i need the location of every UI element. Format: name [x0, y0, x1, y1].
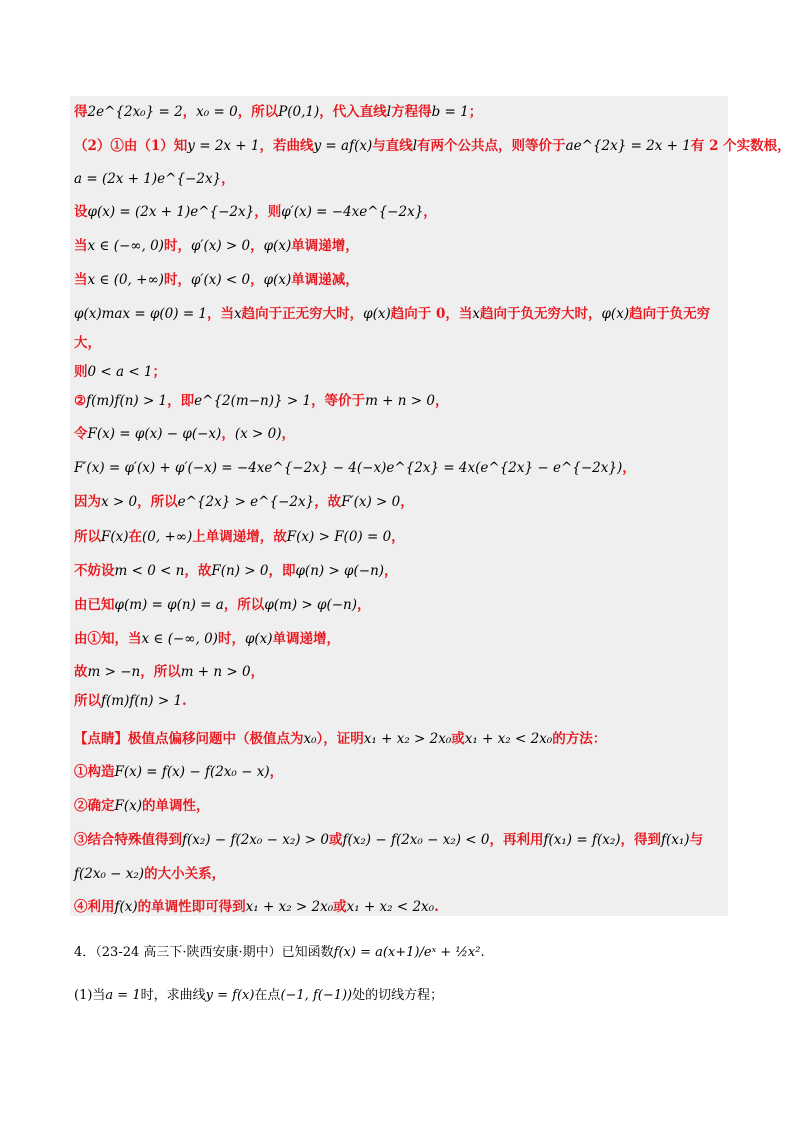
solution-line: [74, 797, 210, 815]
math-expression: x₁ + x₂ < 2x₀: [464, 731, 553, 747]
math-expression: a = 1: [105, 988, 141, 1003]
text-run: ，: [221, 171, 235, 187]
text-run: ，: [391, 529, 405, 545]
math-expression: F(x) = φ(x) − φ(−x): [87, 426, 222, 442]
text-run: ，: [269, 764, 284, 780]
math-expression: F(x): [114, 798, 143, 814]
math-expression: x₁ + x₂ > 2x₀: [363, 731, 452, 747]
math-expression: φ(x): [601, 306, 630, 322]
text-run: 令: [74, 426, 88, 442]
text-run: ，: [622, 460, 636, 476]
text-run: ，得到: [620, 832, 662, 848]
math-expression: b = 1: [431, 104, 469, 120]
math-expression: (0, +∞): [142, 529, 193, 545]
text-run: 在点: [254, 988, 281, 1003]
solution-line: [74, 305, 710, 323]
solution-line: [74, 898, 439, 916]
solution-line: [74, 237, 359, 255]
math-expression: l: [386, 104, 392, 120]
math-expression: F(x) = f(x) − f(2x₀ − x): [114, 764, 270, 780]
text-run: ，即: [167, 393, 195, 409]
problem-line: [74, 987, 443, 1005]
solution-line: [74, 271, 359, 289]
solution-line: [74, 363, 166, 381]
text-run: ，: [221, 426, 235, 442]
math-expression: x₁ + x₂ < 2x₀: [346, 899, 435, 915]
math-expression: f(x₂) − f(2x₀ − x₂) > 0: [182, 832, 329, 848]
math-expression: F′(x) = φ′(x) + φ′(−x) = −4xe^{−2x} − 4(−x)e^{2x} = 4x(e^{2x} − e^{−2x}): [74, 460, 623, 476]
text-run: 方程得: [391, 104, 432, 120]
text-run: 因为: [74, 494, 101, 510]
text-run: 设: [74, 204, 88, 220]
text-run: 处的切线方程；: [352, 988, 444, 1003]
text-run: 时，求曲线: [140, 988, 206, 1003]
math-expression: x: [234, 306, 242, 322]
solution-line: [74, 596, 371, 614]
text-run: ，: [434, 393, 449, 409]
math-expression: φ(x): [363, 306, 391, 322]
text-run: ，: [400, 494, 414, 510]
text-run: ，故: [184, 563, 212, 579]
text-run: 时，: [217, 631, 245, 647]
solution-line: [74, 730, 606, 748]
text-run: ①构造: [74, 764, 115, 780]
text-run: 趋向于正无穷大时，: [241, 306, 364, 322]
text-run: 或: [329, 832, 343, 848]
text-run: ，: [357, 597, 371, 613]
text-run: 趋向于负无穷: [629, 306, 711, 322]
text-run: 单调递增，: [291, 238, 359, 254]
text-run: ；: [468, 104, 483, 120]
text-run: 大，: [74, 335, 101, 351]
math-expression: x ∈ (0, +∞): [87, 272, 164, 288]
text-run: 时，: [163, 238, 191, 254]
math-expression: f(m)f(n) > 1: [101, 693, 183, 709]
text-run: 或: [451, 731, 465, 747]
text-run: 的大小关系，: [144, 866, 226, 882]
math-expression: φ(x)max = φ(0) = 1: [74, 306, 208, 322]
text-run: ，: [250, 238, 264, 254]
solution-line: [74, 103, 482, 121]
text-run: 由已知: [74, 597, 115, 613]
math-expression: φ(x): [244, 631, 273, 647]
math-expression: φ(x) = (2x + 1)e^{−2x}: [87, 204, 255, 220]
text-run: ，: [250, 664, 265, 680]
math-expression: F(x) > F(0) = 0: [286, 529, 392, 545]
text-run: 与直线: [372, 138, 413, 154]
problem-line: [74, 944, 485, 962]
solution-line: [74, 763, 283, 781]
math-expression: f(x₂) − f(2x₀ − x₂) < 0: [342, 832, 490, 848]
text-run: 当: [74, 272, 88, 288]
solution-line: [74, 459, 636, 477]
text-run: ，: [182, 104, 197, 120]
text-run: 在: [128, 529, 143, 545]
solution-line: [74, 493, 414, 511]
math-expression: f(x₁) = f(x₂): [543, 832, 621, 848]
math-expression: x ∈ (−∞, 0): [141, 631, 218, 647]
text-run: 趋向于 0，当: [390, 306, 473, 322]
text-run: 的单调性，: [142, 798, 210, 814]
text-run: 4．（23-24 高三下·陕西安康·期中）已知函数: [74, 945, 334, 960]
solution-line: [74, 630, 340, 648]
solution-line: [74, 334, 101, 352]
text-run: ，: [281, 426, 295, 442]
text-run: 所以: [74, 529, 101, 545]
math-expression: y = 2x + 1: [187, 138, 260, 154]
math-expression: m + n > 0: [180, 664, 251, 680]
text-run: ，当: [207, 306, 235, 322]
text-run: ，所以: [237, 104, 279, 120]
math-expression: φ′(x) > 0: [190, 238, 251, 254]
text-run: 单调递增，: [272, 631, 341, 647]
text-run: 时，: [163, 272, 191, 288]
math-expression: φ(m) > φ(−n): [264, 597, 357, 613]
text-run: 的方法：: [552, 731, 607, 747]
math-expression: 0 < a < 1: [87, 364, 153, 380]
math-expression: y = f(x): [205, 988, 255, 1003]
text-run: ，故: [314, 494, 342, 510]
math-expression: e^{2x} > e^{−2x}: [177, 494, 315, 510]
text-run: 与: [689, 832, 704, 848]
text-run: 的单调性即可得到: [137, 899, 246, 915]
text-run: ，: [384, 563, 398, 579]
math-expression: m < 0 < n: [114, 563, 185, 579]
text-run: ，若曲线: [259, 138, 314, 154]
text-run: 上单调递增，故: [192, 529, 287, 545]
solution-line: [74, 692, 187, 710]
text-run: ③结合特殊值得到: [74, 832, 182, 848]
math-expression: x > 0: [101, 494, 138, 510]
text-run: ），证明: [316, 731, 364, 747]
solution-line: [74, 137, 791, 155]
text-run: 所以: [74, 693, 101, 709]
text-run: ，: [250, 272, 264, 288]
math-expression: x₀ = 0: [196, 104, 238, 120]
text-run: ，则: [254, 204, 282, 220]
text-run: 不妨设: [74, 563, 115, 579]
text-run: ④利用: [74, 899, 115, 915]
text-run: 故: [74, 664, 88, 680]
text-run: （2）①由（1）知: [74, 138, 188, 154]
math-expression: ae^{2x} = 2x + 1: [565, 138, 691, 154]
solution-line: [74, 203, 437, 221]
math-expression: F(n) > 0: [211, 563, 269, 579]
text-run: ，等价于: [311, 393, 366, 409]
text-run: 【点睛】极值点偏移问题中（极值点为: [74, 731, 304, 747]
text-run: ②确定: [74, 798, 115, 814]
math-expression: f(2x₀ − x₂): [74, 866, 145, 882]
math-expression: (−1, f(−1)): [280, 988, 353, 1003]
math-expression: y = af(x): [313, 138, 373, 154]
solution-line: [74, 831, 703, 849]
math-expression: x₁ + x₂ > 2x₀: [245, 899, 334, 915]
text-run: ②: [74, 393, 87, 409]
math-expression: 2e^{2x₀} = 2: [87, 104, 183, 120]
text-run: ，所以: [223, 597, 265, 613]
math-expression: m > −n: [87, 664, 141, 680]
math-expression: φ(n) > φ(−n): [295, 563, 385, 579]
math-expression: f(m)f(n) > 1: [86, 393, 168, 409]
text-run: .: [182, 693, 187, 709]
solution-line: [74, 663, 264, 681]
math-expression: φ′(x) < 0: [190, 272, 251, 288]
math-expression: φ(m) = φ(n) = a: [114, 597, 224, 613]
text-run: 趋向于负无穷大时，: [479, 306, 602, 322]
math-expression: φ(x): [263, 238, 292, 254]
text-run: 由①知，当: [74, 631, 142, 647]
math-expression: (x > 0): [234, 426, 282, 442]
text-run: 有两个公共点，则等价于: [417, 138, 566, 154]
solution-line: [74, 865, 225, 883]
math-expression: f(x₁): [661, 832, 690, 848]
math-expression: f(x): [114, 899, 138, 915]
solution-line: [74, 392, 448, 410]
text-run: .: [480, 945, 485, 960]
math-expression: F′(x) > 0: [341, 494, 401, 510]
math-expression: F(x): [101, 529, 129, 545]
solution-line: [74, 562, 398, 580]
text-run: ；: [152, 364, 167, 380]
text-run: .: [434, 899, 439, 915]
math-expression: x: [472, 306, 480, 322]
math-expression: e^{2(m−n)} > 1: [194, 393, 312, 409]
text-run: ，即: [268, 563, 296, 579]
math-expression: f(x) = a(x+1)/eˣ + ½x²: [333, 945, 481, 960]
math-expression: P(0,1): [278, 104, 320, 120]
text-run: 则: [74, 364, 88, 380]
solution-line: [74, 425, 295, 443]
text-run: (1)当: [74, 988, 106, 1003]
math-expression: x₀: [303, 731, 317, 747]
text-run: 单调递减，: [291, 272, 359, 288]
text-run: ，: [423, 204, 437, 220]
text-run: 有 2 个实数根，: [690, 138, 791, 154]
math-expression: x ∈ (−∞, 0): [87, 238, 164, 254]
math-expression: φ′(x) = −4xe^{−2x}: [281, 204, 424, 220]
text-run: ，再利用: [489, 832, 544, 848]
solution-line: [74, 528, 405, 546]
math-expression: φ(x): [263, 272, 292, 288]
text-run: ，所以: [140, 664, 181, 680]
text-run: 得: [74, 104, 88, 120]
solution-line: [74, 170, 235, 188]
text-run: ，代入直线: [319, 104, 387, 120]
text-run: 或: [333, 899, 347, 915]
math-expression: a = (2x + 1)e^{−2x}: [74, 171, 222, 187]
text-run: 当: [74, 238, 88, 254]
math-expression: l: [412, 138, 418, 154]
text-run: ，所以: [137, 494, 178, 510]
math-expression: m + n > 0: [365, 393, 435, 409]
